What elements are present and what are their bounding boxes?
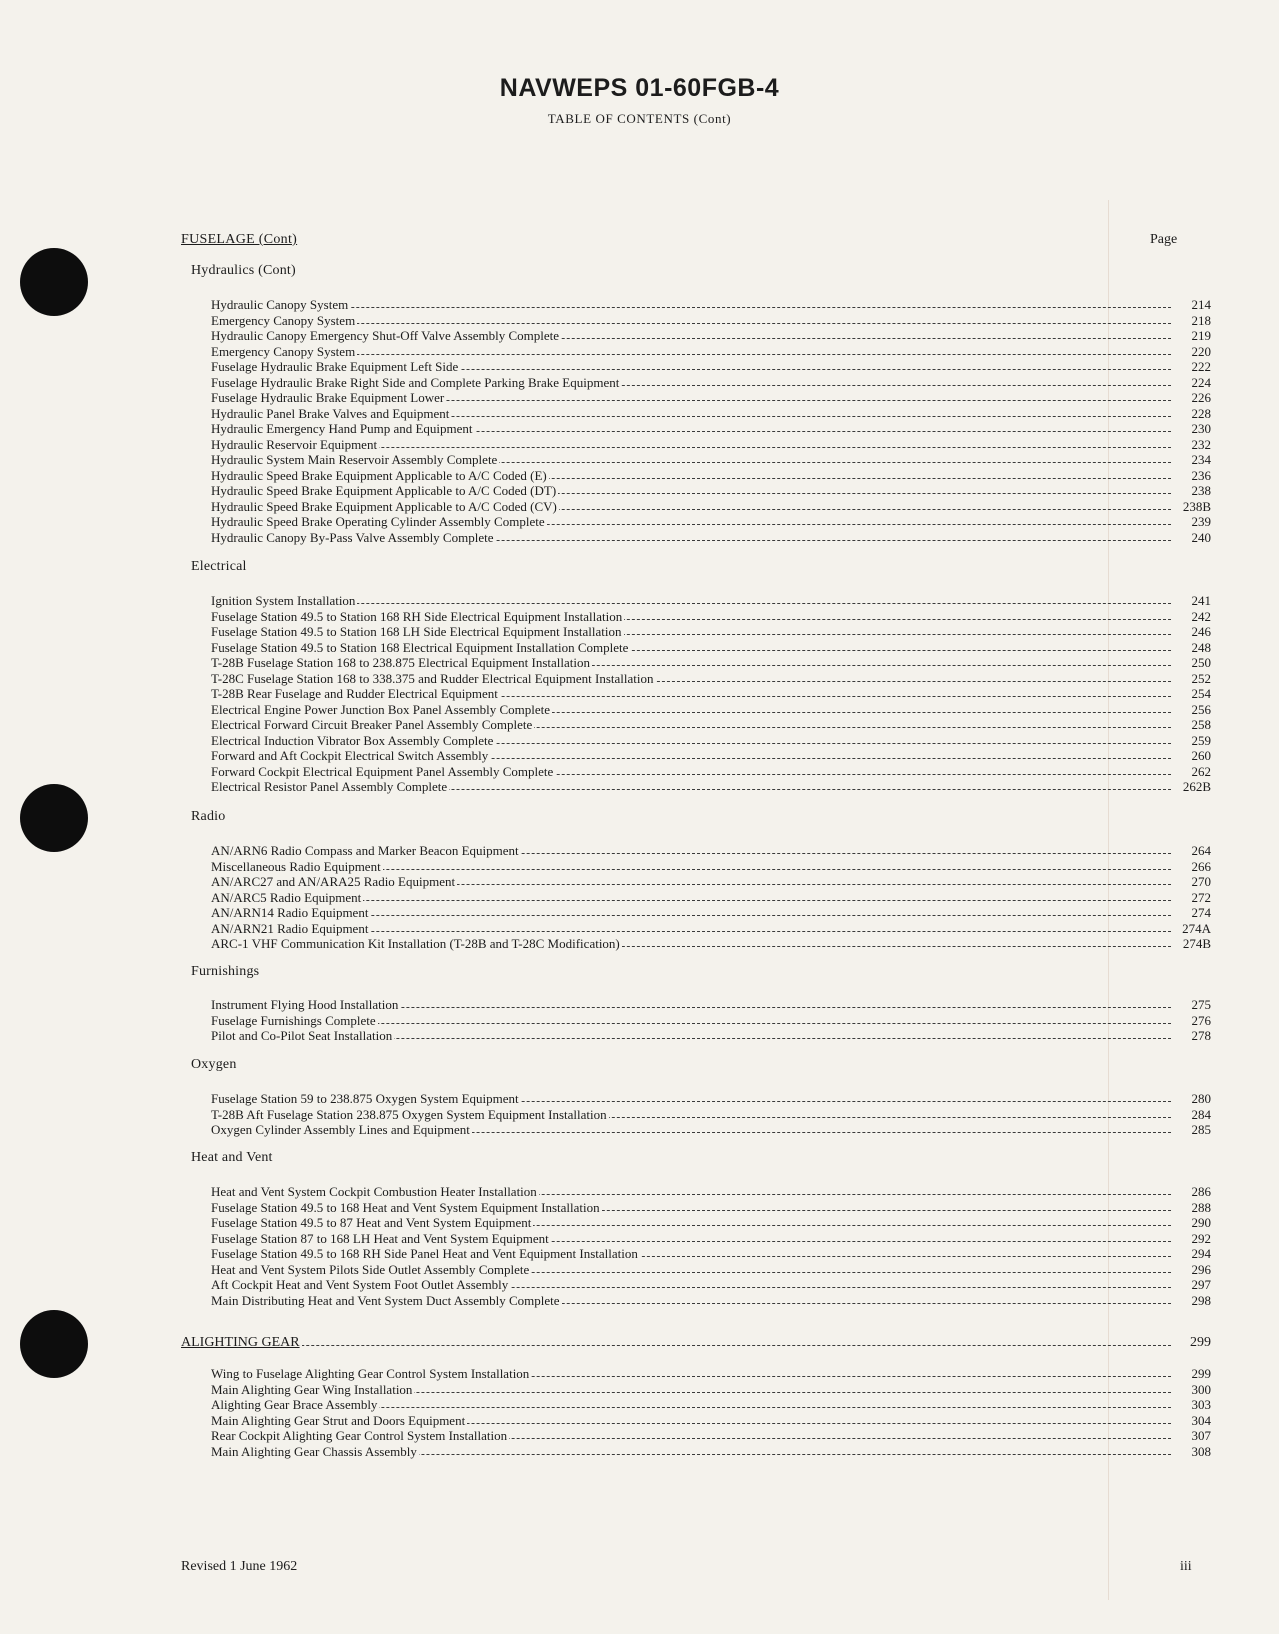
toc-entry bbox=[211, 1028, 1211, 1044]
toc-entry-page: 266 bbox=[1191, 858, 1211, 874]
toc-entry bbox=[211, 530, 1211, 546]
toc-entry bbox=[211, 328, 1211, 344]
toc-entry-title: Emergency Canopy System bbox=[211, 313, 1171, 329]
toc-entry-page: 296 bbox=[1191, 1261, 1211, 1277]
subsection-heading: Oxygen bbox=[191, 1057, 237, 1072]
toc-entry bbox=[211, 874, 1211, 890]
toc-entry bbox=[211, 748, 1211, 764]
toc-entry bbox=[211, 1107, 1211, 1123]
toc-entry-page: 304 bbox=[1191, 1412, 1211, 1428]
toc-entry-page: 220 bbox=[1191, 343, 1211, 359]
toc-entry-page: 232 bbox=[1191, 436, 1211, 452]
toc-entry-title: Heat and Vent System Cockpit Combustion Heater Installation bbox=[211, 1184, 1171, 1200]
toc-entry-page: 274B bbox=[1182, 936, 1211, 951]
toc-entry-page: 262 bbox=[1191, 763, 1211, 779]
toc-entry bbox=[211, 1200, 1211, 1216]
binder-hole bbox=[20, 784, 88, 852]
toc-entry bbox=[211, 640, 1211, 656]
subsection-heading: Hydraulics (Cont) bbox=[191, 263, 296, 278]
toc-entry-page: 239 bbox=[1191, 514, 1211, 529]
toc-entry bbox=[211, 1382, 1211, 1398]
toc-entry-title: AN/ARN6 Radio Compass and Marker Beacon Equipment bbox=[211, 843, 1171, 859]
toc-entry bbox=[211, 1013, 1211, 1029]
toc-entry bbox=[211, 452, 1211, 468]
section-heading-fuselage: FUSELAGE (Cont) bbox=[181, 232, 298, 247]
toc-entry-page: 230 bbox=[1191, 421, 1211, 436]
toc-entry-page: 303 bbox=[1191, 1397, 1211, 1412]
toc-entry-page: 276 bbox=[1191, 1012, 1211, 1028]
toc-entry bbox=[211, 437, 1211, 453]
toc-entry-title: Hydraulic Speed Brake Equipment Applicable to A/C Coded (CV) bbox=[211, 499, 1171, 515]
toc-entry bbox=[211, 297, 1211, 313]
toc-entry bbox=[211, 499, 1211, 515]
toc-entry-page: 219 bbox=[1191, 328, 1211, 343]
toc-entry-page: 274 bbox=[1191, 905, 1211, 920]
toc-entry bbox=[211, 936, 1211, 952]
toc-entry bbox=[211, 313, 1211, 329]
toc-entry bbox=[211, 1262, 1211, 1278]
toc-entry-title: Electrical Resistor Panel Assembly Complete bbox=[211, 779, 1171, 795]
toc-entry-title: Fuselage Furnishings Complete bbox=[211, 1013, 1171, 1029]
toc-entry-title: Hydraulic Panel Brake Valves and Equipment bbox=[211, 406, 1171, 422]
toc-entry-page: 238 bbox=[1191, 483, 1211, 498]
section-heading-alighting-gear bbox=[181, 1335, 1211, 1351]
toc-entry bbox=[211, 671, 1211, 687]
toc-entry-title: Fuselage Hydraulic Brake Right Side and Complete Parking Brake Equipment bbox=[211, 375, 1171, 391]
page-column-label: Page bbox=[1150, 232, 1178, 247]
toc-entry bbox=[211, 359, 1211, 375]
toc-entry-title: Hydraulic System Main Reservoir Assembly Complete bbox=[211, 452, 1171, 468]
toc-entry bbox=[211, 344, 1211, 360]
toc-entry-title: Main Alighting Gear Wing Installation bbox=[211, 1382, 1171, 1398]
toc-entry-page: 270 bbox=[1191, 874, 1211, 889]
toc-entry bbox=[211, 1397, 1211, 1413]
toc-entry-title: Fuselage Station 49.5 to 87 Heat and Vent System Equipment bbox=[211, 1215, 1171, 1231]
toc-entry bbox=[211, 468, 1211, 484]
revision-date: Revised 1 June 1962 bbox=[181, 1559, 298, 1574]
toc-entry bbox=[211, 514, 1211, 530]
toc-entry-title: Pilot and Co-Pilot Seat Installation bbox=[211, 1028, 1171, 1044]
toc-entry-title: Hydraulic Canopy System bbox=[211, 297, 1171, 313]
toc-entry bbox=[211, 1246, 1211, 1262]
toc-entry-page: 240 bbox=[1191, 529, 1211, 545]
toc-entry-title: Hydraulic Reservoir Equipment bbox=[211, 437, 1171, 453]
toc-entry-title: Fuselage Station 49.5 to 168 RH Side Panel Heat and Vent Equipment Installation bbox=[211, 1246, 1171, 1262]
toc-entry bbox=[211, 1122, 1211, 1138]
toc-entry-title: Electrical Engine Power Junction Box Panel Assembly Complete bbox=[211, 702, 1171, 718]
toc-entry-page: 254 bbox=[1191, 686, 1211, 701]
toc-entry-page: 248 bbox=[1191, 639, 1211, 655]
toc-entry bbox=[211, 997, 1211, 1013]
toc-entry-page: 294 bbox=[1191, 1246, 1211, 1261]
toc-entry-title: Fuselage Station 87 to 168 LH Heat and Vent System Equipment bbox=[211, 1231, 1171, 1247]
toc-entry-title: Fuselage Station 49.5 to Station 168 RH Side Electrical Equipment Installation bbox=[211, 609, 1171, 625]
toc-entry bbox=[211, 717, 1211, 733]
toc-entry-page: 292 bbox=[1191, 1230, 1211, 1246]
toc-entry-page: 214 bbox=[1191, 297, 1211, 312]
toc-entry-page: 275 bbox=[1191, 997, 1211, 1012]
toc-entry-title: Hydraulic Speed Brake Operating Cylinder Assembly Complete bbox=[211, 514, 1171, 530]
toc-entry-page: 226 bbox=[1191, 390, 1211, 405]
toc-entry bbox=[211, 421, 1211, 437]
toc-entry bbox=[211, 702, 1211, 718]
toc-entry-title: Main Alighting Gear Chassis Assembly bbox=[211, 1444, 1171, 1460]
toc-entry bbox=[211, 905, 1211, 921]
toc-entry-page: 264 bbox=[1191, 843, 1211, 858]
toc-entry bbox=[211, 1277, 1211, 1293]
toc-entry-page: 238B bbox=[1182, 498, 1211, 514]
toc-entry-page: 218 bbox=[1191, 312, 1211, 328]
toc-entry-title: Aft Cockpit Heat and Vent System Foot Outlet Assembly bbox=[211, 1277, 1171, 1293]
toc-entry-title: AN/ARC27 and AN/ARA25 Radio Equipment bbox=[211, 874, 1171, 890]
toc-entry-title: Hydraulic Speed Brake Equipment Applicable to A/C Coded (DT) bbox=[211, 483, 1171, 499]
toc-entry-title: Heat and Vent System Pilots Side Outlet Assembly Complete bbox=[211, 1262, 1171, 1278]
toc-entry-page: 224 bbox=[1191, 374, 1211, 390]
binder-hole bbox=[20, 1310, 88, 1378]
toc-entry bbox=[211, 1184, 1211, 1200]
toc-entry-title: T-28C Fuselage Station 168 to 338.375 and Rudder Electrical Equipment Installation bbox=[211, 671, 1171, 687]
toc-entry-title: Rear Cockpit Alighting Gear Control System Installation bbox=[211, 1428, 1171, 1444]
toc-entry bbox=[211, 1366, 1211, 1382]
toc-entry-page: 242 bbox=[1191, 608, 1211, 624]
toc-entry-page: 298 bbox=[1191, 1292, 1211, 1308]
toc-entry-page: 299 bbox=[1191, 1366, 1211, 1381]
toc-entry bbox=[211, 779, 1211, 795]
toc-entry-page: 259 bbox=[1191, 732, 1211, 748]
toc-entry bbox=[211, 890, 1211, 906]
toc-entry-title: Oxygen Cylinder Assembly Lines and Equipment bbox=[211, 1122, 1171, 1138]
toc-entry-title: Miscellaneous Radio Equipment bbox=[211, 859, 1171, 875]
toc-entry bbox=[211, 859, 1211, 875]
toc-entry-title: Hydraulic Canopy Emergency Shut-Off Valve Assembly Complete bbox=[211, 328, 1171, 344]
subsection-heading: Electrical bbox=[191, 559, 247, 574]
toc-entry-title: Fuselage Hydraulic Brake Equipment Left Side bbox=[211, 359, 1171, 375]
toc-entry-title: AN/ARN21 Radio Equipment bbox=[211, 921, 1171, 937]
toc-entry-title: Ignition System Installation bbox=[211, 593, 1171, 609]
toc-entry bbox=[211, 483, 1211, 499]
toc-entry-page: 228 bbox=[1191, 405, 1211, 421]
toc-entry-page: 299 bbox=[1190, 1335, 1211, 1350]
toc-entry bbox=[211, 655, 1211, 671]
subsection-heading: Furnishings bbox=[191, 964, 260, 979]
toc-entry-page: 300 bbox=[1191, 1381, 1211, 1397]
toc-entry-page: 222 bbox=[1191, 359, 1211, 374]
toc-entry-title: Electrical Induction Vibrator Box Assembly Complete bbox=[211, 733, 1171, 749]
subsection-heading: Heat and Vent bbox=[191, 1150, 273, 1165]
toc-entry-page: 297 bbox=[1191, 1277, 1211, 1292]
toc-entry-title: Fuselage Station 49.5 to Station 168 LH Side Electrical Equipment Installation bbox=[211, 624, 1171, 640]
page-number: iii bbox=[1180, 1559, 1192, 1574]
toc-entry bbox=[211, 686, 1211, 702]
toc-entry-page: 278 bbox=[1191, 1028, 1211, 1043]
toc-entry bbox=[211, 624, 1211, 640]
toc-entry bbox=[211, 1413, 1211, 1429]
binder-hole bbox=[20, 248, 88, 316]
toc-entry-title: Hydraulic Speed Brake Equipment Applicable to A/C Coded (E) bbox=[211, 468, 1171, 484]
toc-entry bbox=[211, 1444, 1211, 1460]
toc-entry-page: 234 bbox=[1191, 452, 1211, 467]
toc-entry-title: Fuselage Station 59 to 238.875 Oxygen System Equipment bbox=[211, 1091, 1171, 1107]
toc-entry-title: T-28B Aft Fuselage Station 238.875 Oxygen System Equipment Installation bbox=[211, 1107, 1171, 1123]
subsection-heading: Radio bbox=[191, 809, 226, 824]
toc-entry-page: 252 bbox=[1191, 670, 1211, 686]
toc-entry-title: Main Distributing Heat and Vent System Duct Assembly Complete bbox=[211, 1293, 1171, 1309]
toc-entry bbox=[211, 1231, 1211, 1247]
toc-entry-page: 308 bbox=[1191, 1443, 1211, 1459]
toc-entry-page: 256 bbox=[1191, 701, 1211, 717]
toc-entry-title: Main Alighting Gear Strut and Doors Equipment bbox=[211, 1413, 1171, 1429]
toc-entry-page: 236 bbox=[1191, 467, 1211, 483]
toc-entry bbox=[211, 609, 1211, 625]
toc-entry-page: 250 bbox=[1191, 655, 1211, 670]
toc-entry-page: 284 bbox=[1191, 1106, 1211, 1122]
toc-entry-title: Instrument Flying Hood Installation bbox=[211, 997, 1171, 1013]
toc-entry-title: Fuselage Station 49.5 to 168 Heat and Vent System Equipment Installation bbox=[211, 1200, 1171, 1216]
toc-entry-title: AN/ARN14 Radio Equipment bbox=[211, 905, 1171, 921]
toc-entry bbox=[211, 764, 1211, 780]
toc-entry-title: Hydraulic Canopy By-Pass Valve Assembly Complete bbox=[211, 530, 1171, 546]
toc-entry bbox=[211, 733, 1211, 749]
toc-entry-title: T-28B Rear Fuselage and Rudder Electrical Equipment bbox=[211, 686, 1171, 702]
toc-entry-title: Fuselage Hydraulic Brake Equipment Lower bbox=[211, 390, 1171, 406]
toc-entry-page: 246 bbox=[1191, 624, 1211, 639]
toc-entry-title: Alighting Gear Brace Assembly bbox=[211, 1397, 1171, 1413]
toc-entry bbox=[211, 843, 1211, 859]
toc-entry-page: 262B bbox=[1182, 779, 1211, 794]
toc-entry bbox=[211, 375, 1211, 391]
toc-entry-page: 307 bbox=[1191, 1428, 1211, 1443]
toc-entry-title: Wing to Fuselage Alighting Gear Control System Installation bbox=[211, 1366, 1171, 1382]
toc-entry bbox=[211, 1091, 1211, 1107]
toc-entry bbox=[211, 1215, 1211, 1231]
toc-entry bbox=[211, 406, 1211, 422]
toc-entry bbox=[211, 593, 1211, 609]
toc-entry-title: T-28B Fuselage Station 168 to 238.875 Electrical Equipment Installation bbox=[211, 655, 1171, 671]
toc-entry-page: 285 bbox=[1191, 1122, 1211, 1137]
toc-entry bbox=[211, 1428, 1211, 1444]
toc-entry-title: Forward Cockpit Electrical Equipment Panel Assembly Complete bbox=[211, 764, 1171, 780]
document-number: NAVWEPS 01-60FGB-4 bbox=[499, 74, 780, 102]
toc-entry-page: 290 bbox=[1191, 1215, 1211, 1230]
toc-entry-page: 280 bbox=[1191, 1091, 1211, 1106]
toc-entry-title: AN/ARC5 Radio Equipment bbox=[211, 890, 1171, 906]
toc-entry-page: 272 bbox=[1191, 889, 1211, 905]
toc-entry-page: 288 bbox=[1191, 1199, 1211, 1215]
toc-entry-page: 274A bbox=[1182, 920, 1211, 936]
toc-title: TABLE OF CONTENTS (Cont) bbox=[547, 111, 732, 126]
toc-entry-title: Forward and Aft Cockpit Electrical Switch Assembly bbox=[211, 748, 1171, 764]
toc-entry-title: Electrical Forward Circuit Breaker Panel Assembly Complete bbox=[211, 717, 1171, 733]
toc-entry bbox=[211, 1293, 1211, 1309]
toc-entry-title: ARC-1 VHF Communication Kit Installation (T-28B and T-28C Modification) bbox=[211, 936, 1171, 952]
toc-entry bbox=[211, 921, 1211, 937]
toc-entry-title: Emergency Canopy System bbox=[211, 344, 1171, 360]
toc-entry-page: 241 bbox=[1191, 593, 1211, 608]
toc-entry-page: 286 bbox=[1191, 1184, 1211, 1199]
toc-entry-page: 258 bbox=[1191, 717, 1211, 732]
toc-entry bbox=[211, 390, 1211, 406]
toc-entry-title: ALIGHTING GEAR bbox=[181, 1335, 1171, 1351]
toc-entry-title: Fuselage Station 49.5 to Station 168 Electrical Equipment Installation Complete bbox=[211, 640, 1171, 656]
toc-entry-title: Hydraulic Emergency Hand Pump and Equipment bbox=[211, 421, 1171, 437]
toc-entry-page: 260 bbox=[1191, 748, 1211, 763]
